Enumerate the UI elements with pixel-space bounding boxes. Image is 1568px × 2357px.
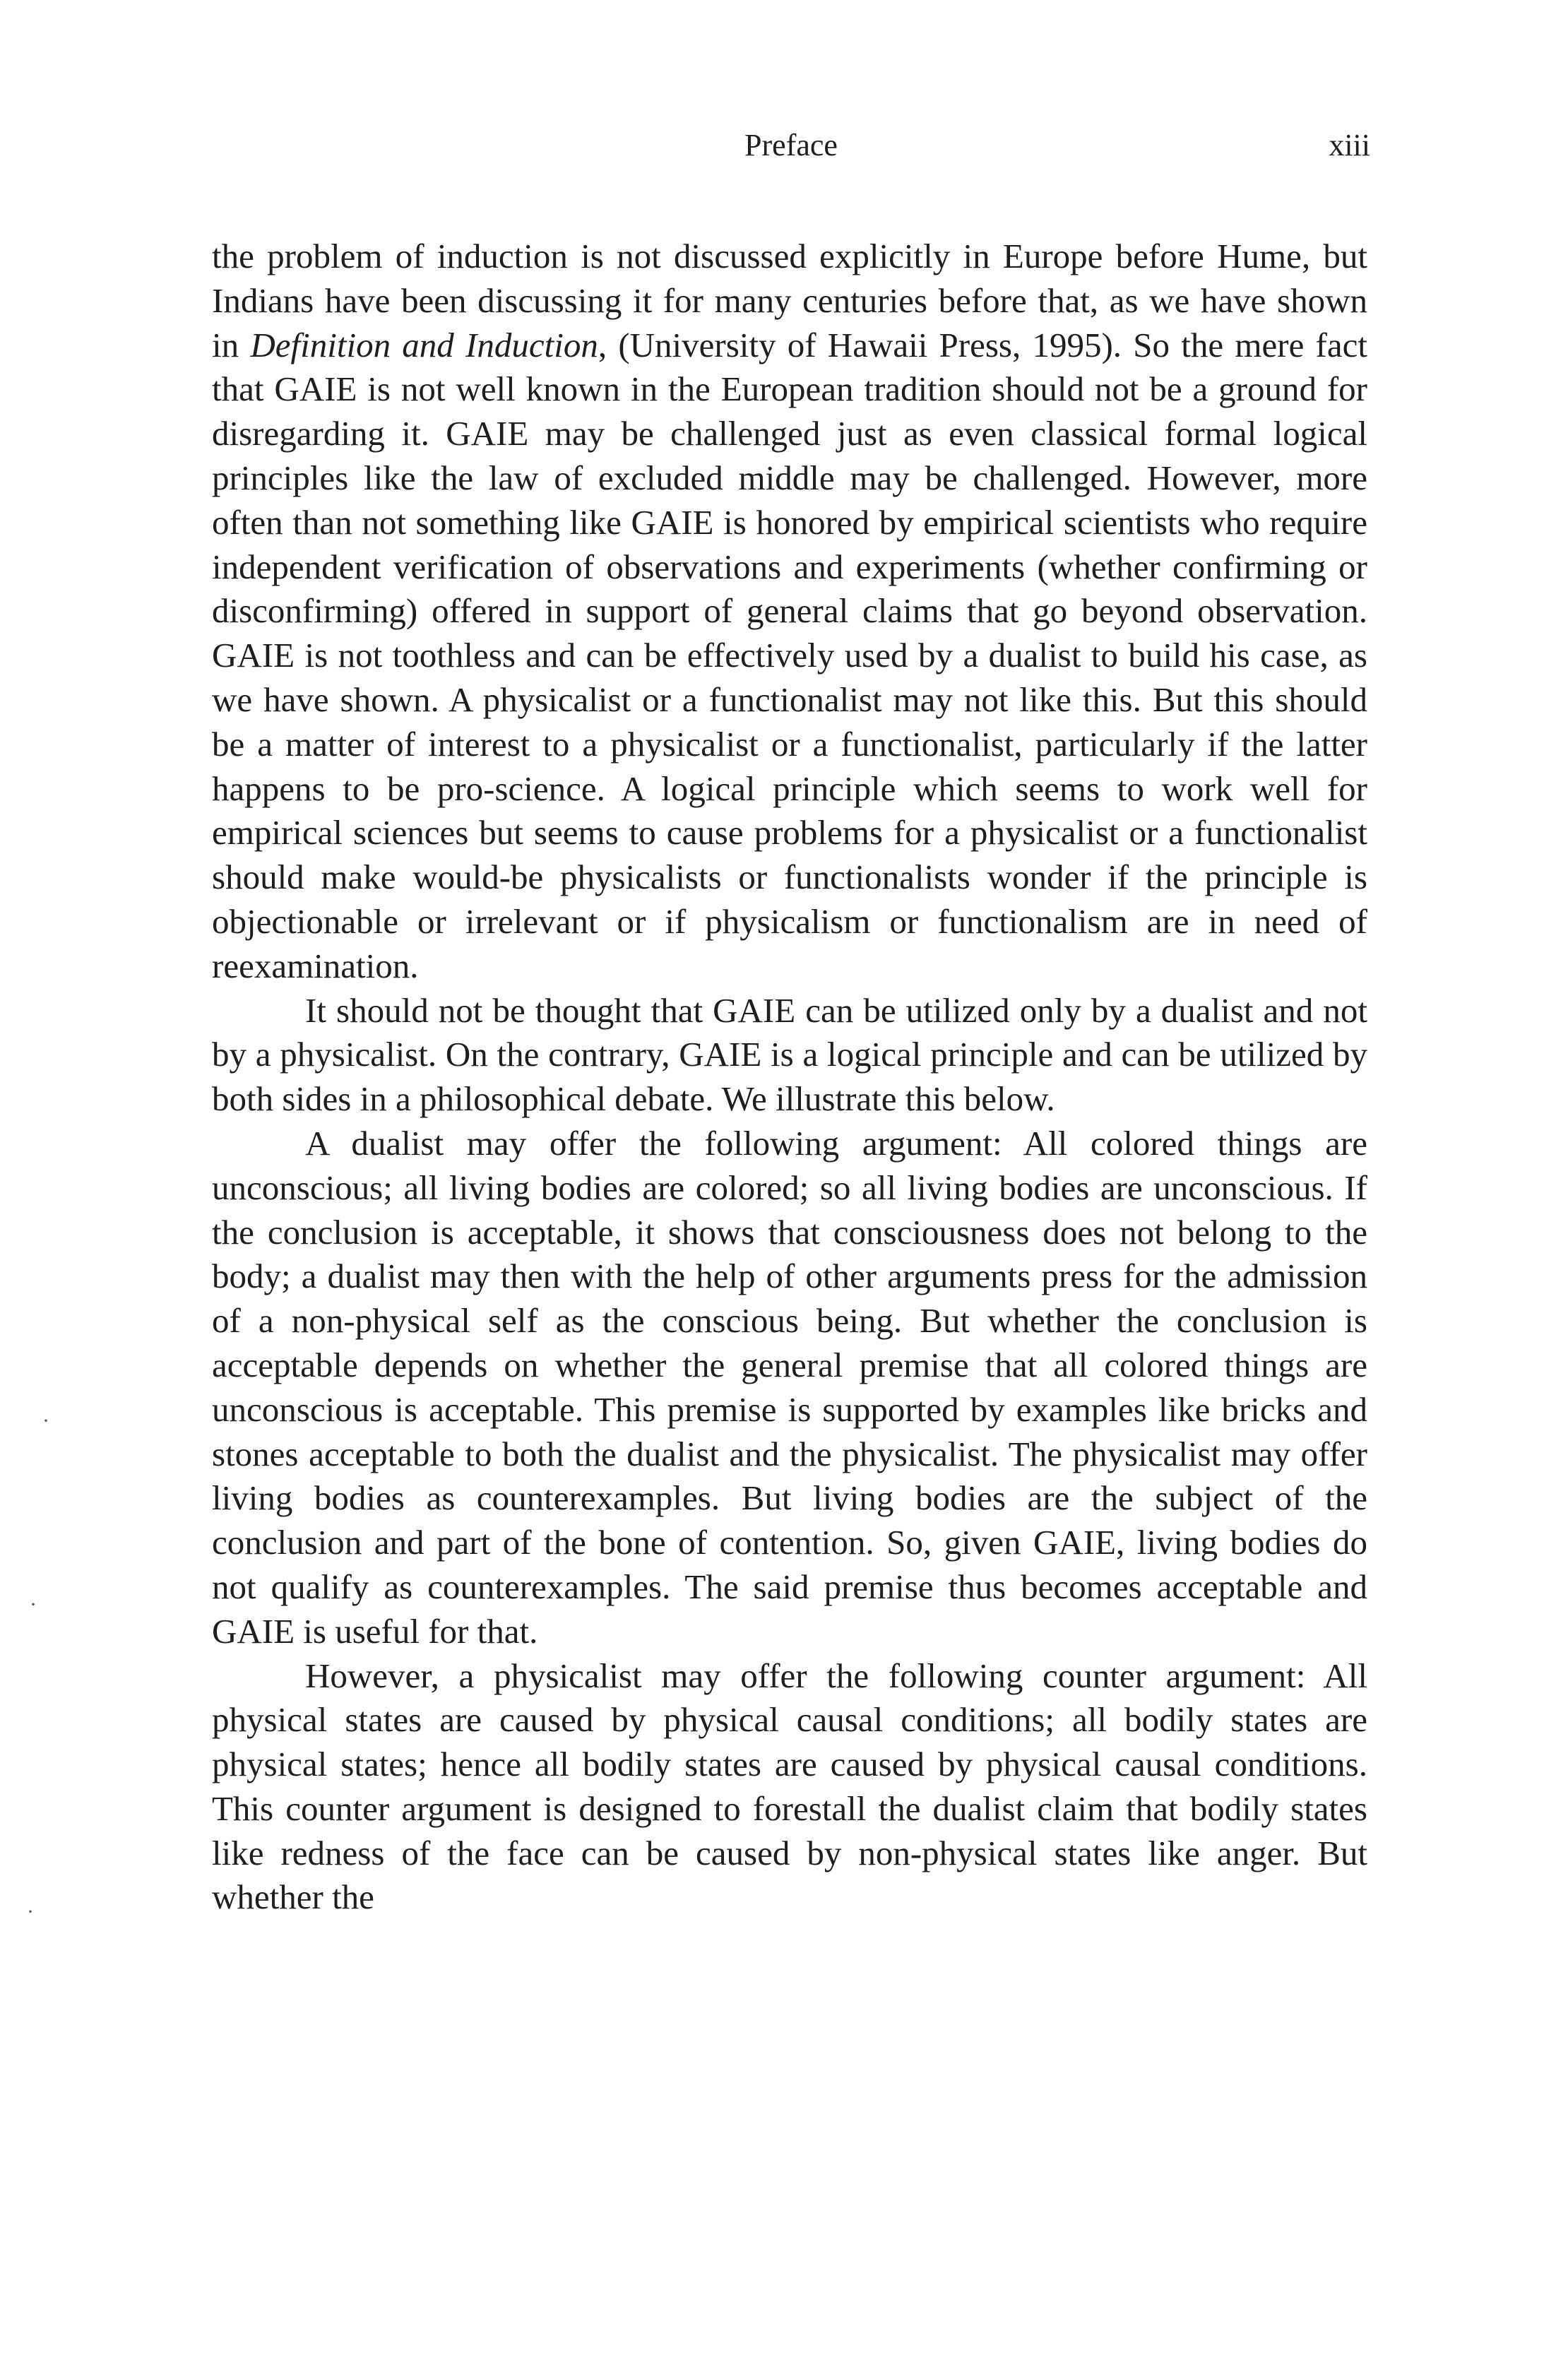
paragraph-1-text-start: the problem of induction is not discussed explicitly in Europe before Hume, but Indians have been discussing it for many centuries before that, as we have shown in: [212, 237, 1367, 364]
paragraph-1: [212, 234, 1367, 989]
margin-speck: ·: [42, 1409, 49, 1432]
body-text: [212, 234, 1367, 1920]
paragraph-4: However, a physicalist may offer the following counter argument: All physical states are caused by physical causal conditions; all bodily states are physical states; hence all bodily states are caused by physical causal conditions. This counter argument is designed to forestall the dualist claim that bodily states like redness of the face can be caused by non-physical states like anger. But whether the: [212, 1656, 1367, 1917]
paragraph-3: A dualist may offer the following argument: All colored things are unconscious; all living bodies are colored; so all living bodies are unconscious. If the conclusion is acceptable, it shows that consciousness does not belong to the body; a dualist may then with the help of other arguments press for the admission of a non-physical self as the conscious being. But whether the conclusion is acceptable depends on whether the general premise that all colored things are unconscious is acceptable. This premise is supported by examples like bricks and stones acceptable to both the dualist and the physicalist. The physicalist may offer living bodies as counterexamples. But living bodies are the subject of the conclusion and part of the bone of contention. So, given GAIE, living bodies do not qualify as counterexamples. The said premise thus becomes acceptable and GAIE is useful for that.: [212, 1123, 1367, 1651]
running-head: [212, 127, 1370, 177]
paragraph-2: It should not be thought that GAIE can be utilized only by a dualist and not by a physicalist. On the contrary, GAIE is a logical principle and can be utilized by both sides in a philosophical debate. We illustrate this below.: [212, 990, 1367, 1119]
running-title: Preface: [744, 128, 838, 162]
paragraph-1-text-end: , (University of Hawaii Press, 1995). So the mere fact that GAIE is not well known in the European tradition should not be a ground for disregarding it. GAIE may be challenged just as even classical formal logical principles like the law of excluded middle may be challenged. However, more often than not something like GAIE is honored by empirical scientists who require independent verification of observations and experiments (whether confirming or disconfirming) offered in support of general claims that go beyond observation. GAIE is not toothless and can be effectively used by a dualist to build his case, as we have shown. A physicalist or a functionalist may not like this. But this should be a matter of interest to a physicalist or a functionalist, particularly if the latter happens to be pro-science. A logical principle which seems to work well for empirical sciences but seems to cause problems for a physicalist or a functionalist should make would-be physicalists or functionalists wonder if the principle is objectionable or irrelevant or if physicalism or functionalism are in need of reexamination.: [212, 325, 1367, 985]
book-title-definition-and-induction: Definition and Induction: [250, 325, 598, 364]
margin-speck: ·: [27, 1900, 34, 1923]
page-number: xiii: [1329, 128, 1370, 162]
margin-speck: ·: [30, 1593, 37, 1616]
